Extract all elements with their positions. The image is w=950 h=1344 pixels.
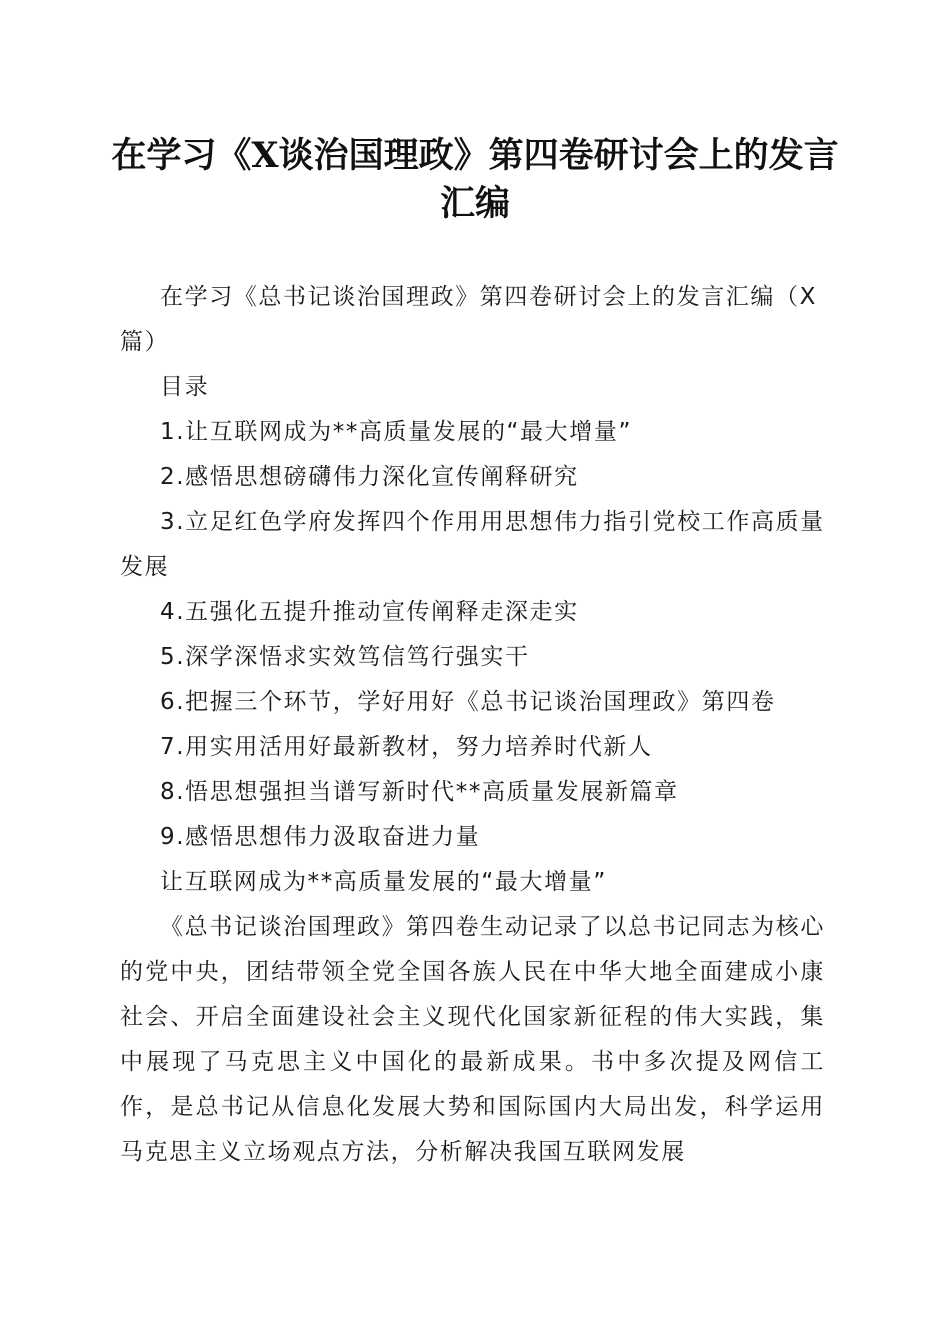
body-paragraph: 《总书记谈治国理政》第四卷生动记录了以总书记同志为核心的党中央，团结带领全党全国各族人民在中华大地全面建成小康社会、开启全面建设社会主义现代化国家新征程的伟大实践，集中展现了马克思主义中国化的最新成果。书中多次提及网信工作，是总书记从信息化发展大势和国际国内大局出发，科学运用马克思主义立场观点方法，分析解决我国互联网发展 <box>120 914 825 1165</box>
toc-item-8: 8.悟思想强担当谱写新时代**高质量发展新篇章 <box>160 779 679 805</box>
toc-heading: 目录 <box>160 374 210 400</box>
toc-item-6: 6.把握三个环节，学好用好《总书记谈治国理政》第四卷 <box>160 689 776 715</box>
subtitle-paragraph: 在学习《总书记谈治国理政》第四卷研讨会上的发言汇编（X篇） <box>120 284 817 355</box>
toc-item-4: 4.五强化五提升推动宣传阐释走深走实 <box>160 599 579 625</box>
section-heading: 让互联网成为**高质量发展的“最大增量” <box>160 869 607 895</box>
toc-item-7: 7.用实用活用好最新教材，努力培养时代新人 <box>160 734 653 760</box>
document-title: 在学习《X谈治国理政》第四卷研讨会上的发言汇编 <box>111 135 839 224</box>
toc-item-1: 1.让互联网成为**高质量发展的“最大增量” <box>160 419 632 445</box>
toc-item-3: 3.立足红色学府发挥四个作用用思想伟力指引党校工作高质量发展 <box>120 509 825 580</box>
toc-item-5: 5.深学深悟求实效笃信笃行强实干 <box>160 644 530 670</box>
document-body <box>120 275 825 1175</box>
toc-item-2: 2.感悟思想磅礴伟力深化宣传阐释研究 <box>160 464 579 490</box>
toc-item-9: 9.感悟思想伟力汲取奋进力量 <box>160 824 481 850</box>
